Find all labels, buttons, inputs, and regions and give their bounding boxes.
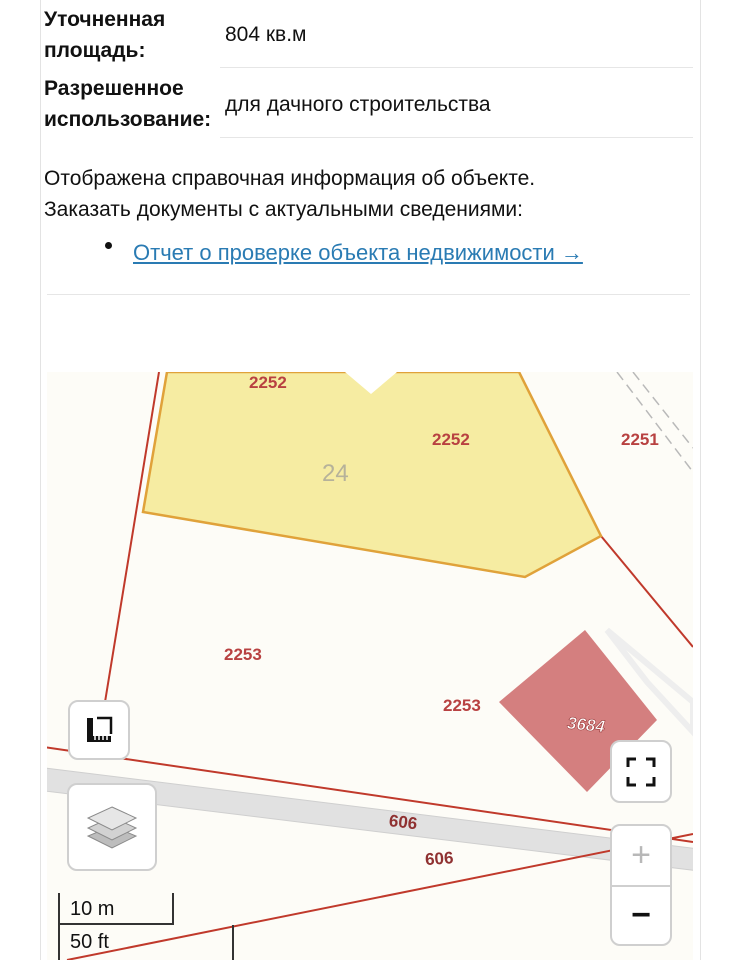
area-label xyxy=(44,4,165,66)
scale-metric-label: 10 m xyxy=(70,898,115,920)
layers-icon xyxy=(86,804,138,850)
cadastral-map[interactable] xyxy=(47,372,693,960)
info-line-2: Заказать документы с актуальными сведениями: xyxy=(44,198,523,221)
boundary-line xyxy=(601,536,693,647)
area-row xyxy=(40,4,693,64)
property-report-link[interactable]: Отчет о проверке объекта недвижимости → xyxy=(133,240,583,265)
boundary-line xyxy=(105,372,159,702)
plot-number-label: 24 xyxy=(322,460,349,487)
fullscreen-icon xyxy=(625,756,657,788)
info-line-1: Отображена справочная информация об объекте. xyxy=(44,167,536,190)
area-label-line1: Уточненная xyxy=(44,8,166,31)
label-606-boundary: 606 xyxy=(424,848,455,870)
divider xyxy=(47,294,690,295)
usage-row xyxy=(40,73,693,135)
scale-bar xyxy=(58,893,238,960)
label-2253-left: 2253 xyxy=(224,645,262,664)
label-2253-center: 2253 xyxy=(443,696,481,715)
ruler-button[interactable] xyxy=(68,700,130,760)
area-value: 804 кв.м xyxy=(225,23,307,46)
scale-imperial-label: 50 ft xyxy=(70,931,109,953)
map-canvas[interactable] xyxy=(47,372,693,960)
usage-label-line2: использование: xyxy=(44,108,212,131)
info-text xyxy=(44,163,684,225)
label-2251: 2251 xyxy=(621,430,659,449)
label-2252-mid: 2252 xyxy=(432,430,470,449)
label-3684: 3684 xyxy=(566,713,606,737)
dashed-boundary xyxy=(617,372,693,472)
label-606-road: 606 xyxy=(387,811,419,834)
divider xyxy=(220,67,693,68)
zoom-in-button[interactable]: + xyxy=(612,826,670,887)
zoom-control xyxy=(610,824,672,946)
usage-label-line1: Разрешенное xyxy=(44,77,184,100)
layers-button[interactable] xyxy=(67,783,157,871)
zoom-out-button[interactable]: − xyxy=(631,895,651,934)
plot-24[interactable] xyxy=(143,372,601,577)
usage-label xyxy=(44,73,211,135)
fullscreen-button[interactable] xyxy=(610,740,672,803)
bullet-icon xyxy=(105,242,112,249)
area-label-line2: площадь: xyxy=(44,39,146,62)
label-2252-top: 2252 xyxy=(249,373,287,392)
ruler-icon xyxy=(83,714,115,746)
usage-value: для дачного строительства xyxy=(225,93,491,116)
divider xyxy=(220,137,693,138)
